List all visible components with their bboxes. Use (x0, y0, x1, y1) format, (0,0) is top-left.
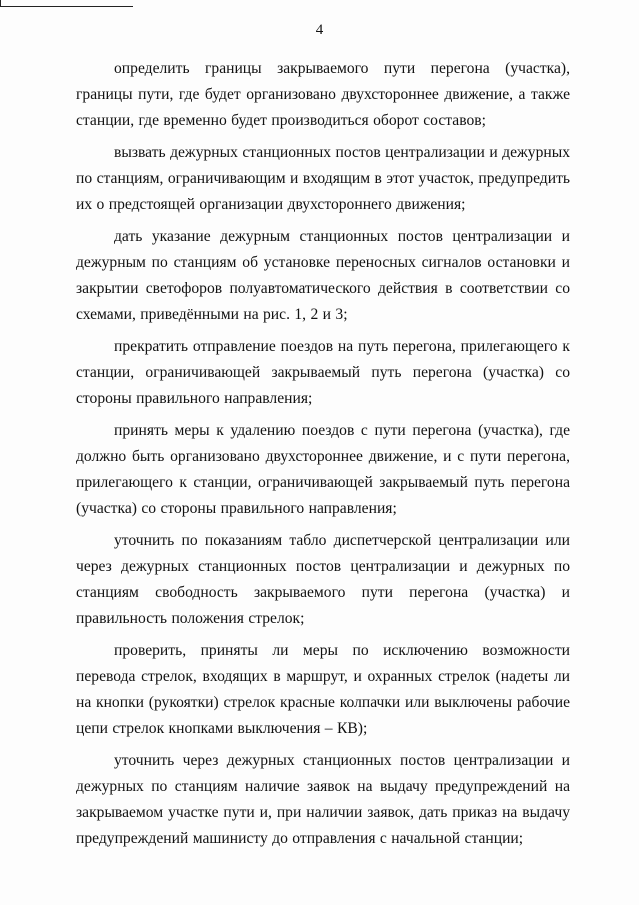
paragraph-remove-trains: принять меры к удалению поездов с пути перегона (участка), где должно быть организовано двухстороннее движение, и с пути перегона, прилегающего к станции, ограничивающей закрываемый путь перегона (участка) со стороны правильного направления; (76, 422, 570, 517)
paragraph-stop-dispatch: прекратить отправление поездов на путь перегона, прилегающего к станции, ограничивающей закрываемый путь перегона (участка) со стороны правильного направления; (76, 338, 570, 407)
body-text (76, 56, 570, 852)
paragraph-call-duty-officers: вызвать дежурных станционных постов централизации и дежурных по станциям, ограничивающим и входящим в этот участок, предупредить их о предстоящей организации двухстороннего движения; (76, 144, 570, 213)
paragraph-warnings-requests: уточнить через дежурных станционных постов централизации и дежурных по станциям наличие заявок на выдачу предупреждений на закрываемом участке пути и, при наличии заявок, дать приказ на выдачу предупреждений машинисту до отправления с начальной станции; (76, 752, 570, 847)
paragraph-install-signals: дать указание дежурным станционных постов централизации и дежурным по станциям об установке переносных сигналов остановки и закрытии светофоров полуавтоматического действия в соответствии со схемами, приведёнными на рис. 1, 2 и 3; (76, 228, 570, 323)
page-number: 4 (315, 22, 324, 38)
scan-corner-mark (0, 0, 133, 7)
paragraph-define-boundaries: определить границы закрываемого пути перегона (участка), границы пути, где будет организовано двухстороннее движение, а также станции, где временно будет производиться оборот составов; (76, 60, 570, 129)
paragraph-check-switches: проверить, приняты ли меры по исключению возможности перевода стрелок, входящих в маршрут, и охранных стрелок (надеты ли на кнопки (рукоятки) стрелок красные колпачки или выключены рабочие цепи стрелок кнопками выключения – КВ); (76, 642, 570, 737)
paragraph-verify-track-clear: уточнить по показаниям табло диспетчерской централизации или через дежурных станционных постов централизации и дежурных по станциям свободность закрываемого пути перегона (участка) и правильность положения стрелок; (76, 532, 570, 627)
